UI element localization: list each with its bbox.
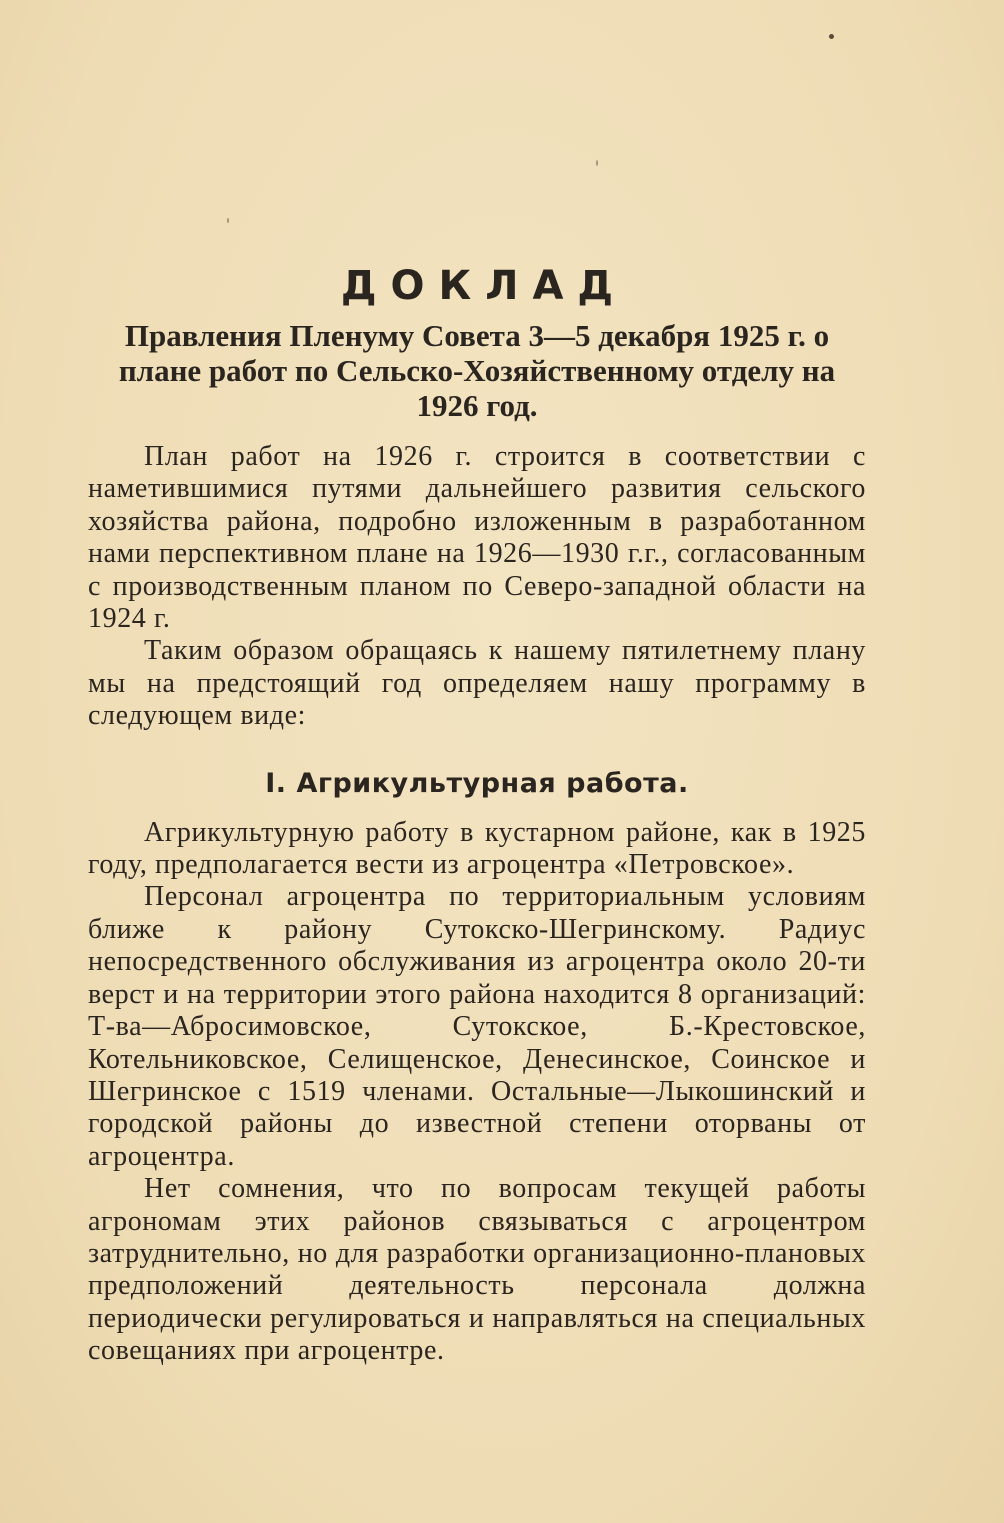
ink-speck xyxy=(227,218,229,223)
document-body xyxy=(88,262,866,1368)
document-heading: ДОКЛАД xyxy=(340,263,628,309)
paragraph-personnel: Персонал агроцентра по территориальным условиям ближе к району Сутокско-Шегринскому. Радиус непосредственного обслуживания из агроцентра около 20-ти верст и на территории этого района находится 8 организаций: Т-ва—Абросимовское, Сутокское, Б.-Крестовское, Котельниковское, Селищенское, Денесинское, Соинское и Шегринское с 1519 членами. Остальные—Лыкошинский и городской районы до известной степени оторваны от агроцентра. xyxy=(88,881,866,1172)
ink-speck xyxy=(596,160,598,166)
paragraph-plan-intro: План работ на 1926 г. строится в соответствии с наметившимися путями дальнейшего развития сельского хозяйства района, подробно изложенным в разработанном нами перспективном плане на 1926—1930 г.г., согласованным с производственным планом по Северо-западной области на 1924 г. xyxy=(88,441,866,635)
ink-speck xyxy=(829,34,834,39)
document-subtitle: Правления Пленуму Совета 3—5 декабря 1925 г. о плане работ по Сельско-Хозяйственному отделу на 1926 год. xyxy=(118,318,836,423)
paragraph-program: Таким образом обращаясь к нашему пятилетнему плану мы на предстоящий год определяем нашу программу в следующем виде: xyxy=(88,635,866,732)
section-title-agriculture: I. Агрикультурная работа. xyxy=(265,767,689,799)
paragraph-agrocenter: Агрикультурную работу в кустарном районе, как в 1925 году, предполагается вести из агроцентра «Петровское». xyxy=(88,816,866,881)
paragraph-meetings: Нет сомнения, что по вопросам текущей работы агрономам этих районов связываться с агроцентром затруднительно, но для разработки организационно-плановых предположений деятельность персонала должна периодически регулироваться и направляться на специальных совещаниях при агроцентре. xyxy=(88,1173,866,1367)
